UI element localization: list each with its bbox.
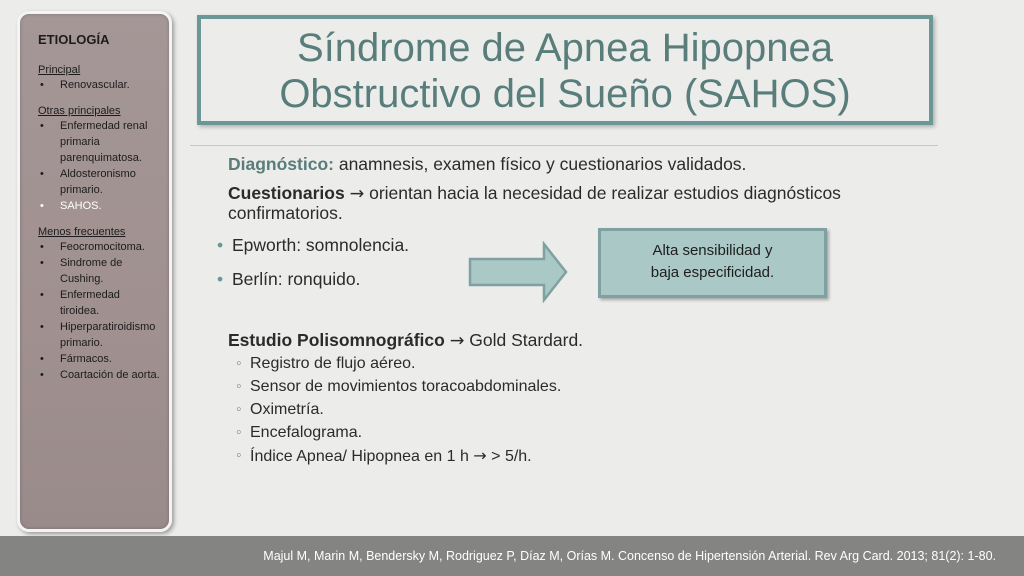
questionnaire-bullet-text: Berlín: ronquido. bbox=[232, 269, 361, 289]
estudio-list-item: ◦ Oximetría. bbox=[250, 398, 928, 421]
estudio-list-item bbox=[250, 444, 928, 468]
cuestionarios-line bbox=[228, 184, 928, 223]
etiology-sidebar bbox=[17, 11, 172, 532]
arrow-right-icon: → bbox=[349, 184, 365, 204]
title-line-1: Síndrome de Apnea Hipopnea bbox=[297, 26, 833, 70]
diagnostico-text: anamnesis, examen físico y cuestionarios validados. bbox=[333, 154, 747, 174]
sidebar-section-heading: Principal bbox=[38, 64, 81, 76]
estudio-line bbox=[228, 329, 928, 352]
questionnaire-bullet-text: Epworth: somnolencia. bbox=[232, 235, 410, 255]
divider bbox=[190, 145, 938, 146]
questionnaire-bullet: • Epworth: somnolencia. bbox=[217, 235, 410, 255]
estudio-list bbox=[228, 352, 928, 468]
sidebar-list bbox=[38, 239, 161, 383]
sidebar-list-item: • Sindrome de Cushing. bbox=[38, 255, 161, 287]
sidebar-list-item: • Aldosteronismo primario. bbox=[38, 166, 161, 198]
sidebar-list-item: • Enfermedad tiroidea. bbox=[38, 287, 161, 319]
callout-line-2: baja especificidad. bbox=[650, 264, 775, 281]
arrow-right-icon: → bbox=[473, 446, 487, 465]
callout-box bbox=[598, 228, 827, 298]
title-line-2: Obstructivo del Sueño (SAHOS) bbox=[279, 72, 851, 116]
estudio-text: Gold Stardard. bbox=[464, 330, 584, 350]
diagnostico-label: Diagnóstico: bbox=[228, 154, 334, 174]
sidebar-list-item: • Coartación de aorta. bbox=[38, 367, 161, 383]
estudio-list-item: ◦ Registro de flujo aéreo. bbox=[250, 352, 928, 375]
sidebar-list bbox=[38, 77, 161, 93]
estudio-list-item: ◦ Sensor de movimientos toracoabdominales. bbox=[250, 375, 928, 398]
sidebar-list-item: • Enfermedad renal primaria parenquimatosa. bbox=[38, 118, 161, 166]
sidebar-list-item: • Hiperparatiroidismo primario. bbox=[38, 319, 161, 351]
callout-line-1: Alta sensibilidad y bbox=[652, 242, 773, 259]
sidebar-title: ETIOLOGÍA bbox=[38, 32, 110, 47]
slide-title bbox=[201, 19, 929, 117]
footer-bar bbox=[0, 536, 1024, 576]
slide-content bbox=[217, 153, 928, 468]
sidebar-list bbox=[38, 118, 161, 214]
title-box bbox=[197, 15, 933, 125]
sidebar-section-heading: Otras principales bbox=[38, 105, 121, 117]
sidebar-section-heading: Menos frecuentes bbox=[38, 226, 126, 238]
sidebar-list-item: • Renovascular. bbox=[38, 77, 161, 93]
indice-text: Índice Apnea/ Hipopnea en 1 h bbox=[250, 448, 474, 465]
arrow-right-icon: → bbox=[449, 331, 465, 351]
sidebar-list-item: • Fármacos. bbox=[38, 351, 161, 367]
diagnostico-line bbox=[228, 153, 928, 175]
sidebar-list-item-highlighted: • SAHOS. bbox=[38, 198, 161, 214]
sidebar-list-item: • Feocromocitoma. bbox=[38, 239, 161, 255]
cuestionarios-text: orientan hacia la necesidad de realizar estudios diagnósticos confirmatorios. bbox=[228, 183, 841, 223]
cuestionarios-label: Cuestionarios bbox=[228, 183, 345, 203]
block-arrow-right-icon bbox=[468, 241, 568, 303]
indice-threshold: > 5/h. bbox=[486, 448, 532, 465]
estudio-label: Estudio Polisomnográfico bbox=[228, 330, 445, 350]
footer-citation: Majul M, Marin M, Bendersky M, Rodriguez P, Díaz M, Orías M. Concenso de Hipertensión Arterial. Rev Arg Card. 2013; 81(2): 1-80. bbox=[263, 549, 996, 563]
questionnaire-bullet: • Berlín: ronquido. bbox=[217, 269, 361, 289]
estudio-list-item: ◦ Encefalograma. bbox=[250, 421, 928, 444]
